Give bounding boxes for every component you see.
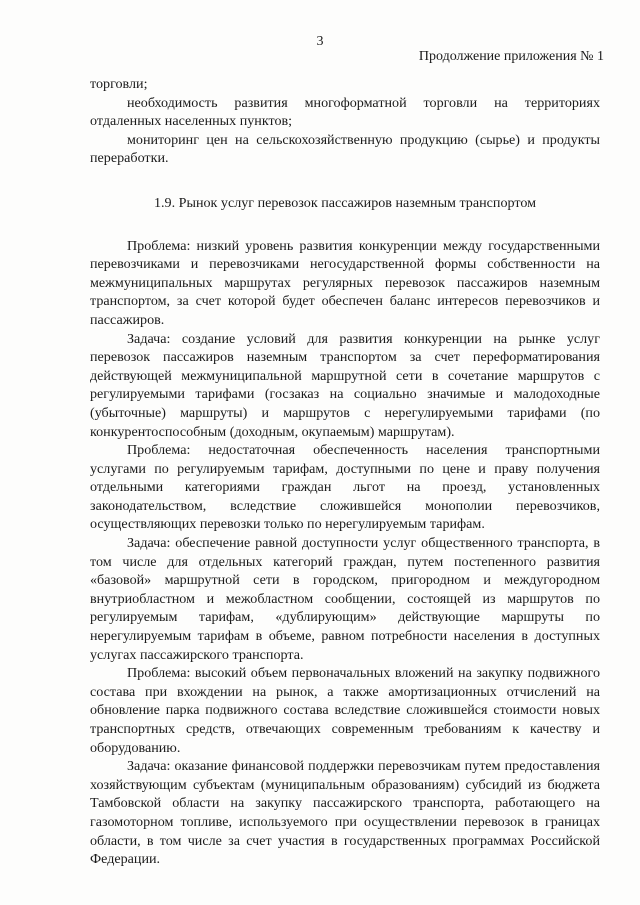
paragraph-continuation: торговли; xyxy=(90,76,148,92)
paragraph-task-2: Задача: обеспечение равной доступности услуг общественного транспорта, в том числе для отдельных категорий граждан, путем постепенного развития «базовой» маршрутной сети в городском, пригородном и междугородном внутриобластном и межобластном сообщении, состоящей из маршрутов по регулируемым тарифам, «дублирующим» действующие маршруты по нерегулируемым тарифам в объеме, равном потребности населения в доступных услугах пассажирского транспорта. xyxy=(90,535,600,663)
paragraph-problem-1: Проблема: низкий уровень развития конкуренции между государственными перевозчиками и перевозчиками негосударственной формы собственности на межмуниципальных маршрутах регулярных перевозок пассажиров наземным транспортом, за счет которой будет обеспечен баланс интересов перевозчиков и пассажиров. xyxy=(90,237,600,328)
document-body xyxy=(90,75,600,869)
paragraph-problem-3: Проблема: высокий объем первоначальных вложений на закупку подвижного состава при вхождении на рынок, а также амортизационных отчислений на обновление парка подвижного состава вследствие сложившейся стоимости новых транспортных средств, отвечающих современным требованиям к качеству и оборудованию. xyxy=(90,665,600,756)
paragraph-price-monitoring: мониторинг цен на сельскохозяйственную продукцию (сырье) и продукты переработки. xyxy=(90,131,600,167)
appendix-header: Продолжение приложения № 1 xyxy=(418,49,604,64)
paragraph-task-1: Задача: создание условий для развития конкуренции на рынке услуг перевозок пассажиров наземным транспортом за счет переформатирования действующей межмуниципальной маршрутной сети в сочетание маршрутов с регулируемыми тарифами (госзаказ на социально значимые и малодоходные (убыточные) маршруты) и маршрутов с нерегулируемыми тарифами (по конкурентоспособным (доходным, окупаемым) маршрутам). xyxy=(90,330,600,440)
paragraph-task-3: Задача: оказание финансовой поддержки перевозчикам путем предоставления хозяйствующим субъектам (муниципальным образованиям) субсидий из бюджета Тамбовской области на закупку пассажирского транспорта, работающего на газомоторном топливе, используемого при осуществлении перевозок в границах области, в том числе за счет участия в государственных программах Российской Федерации. xyxy=(90,758,600,868)
paragraph-problem-2: Проблема: недостаточная обеспеченность населения транспортными услугами по регулируемым тарифам, доступными по цене и праву получения отдельными категориями граждан льгот на проезд, установленных законодательством, вследствие сложившейся монополии перевозчиков, осуществляющих перевозки только по нерегулируемым тарифам. xyxy=(90,442,600,533)
paragraph-trade-development: необходимость развития многоформатной торговли на территориях отдаленных населенных пунктов; xyxy=(90,94,600,130)
page-number: 3 xyxy=(316,34,324,49)
section-title: 1.9. Рынок услуг перевозок пассажиров наземным транспортом xyxy=(153,194,537,211)
